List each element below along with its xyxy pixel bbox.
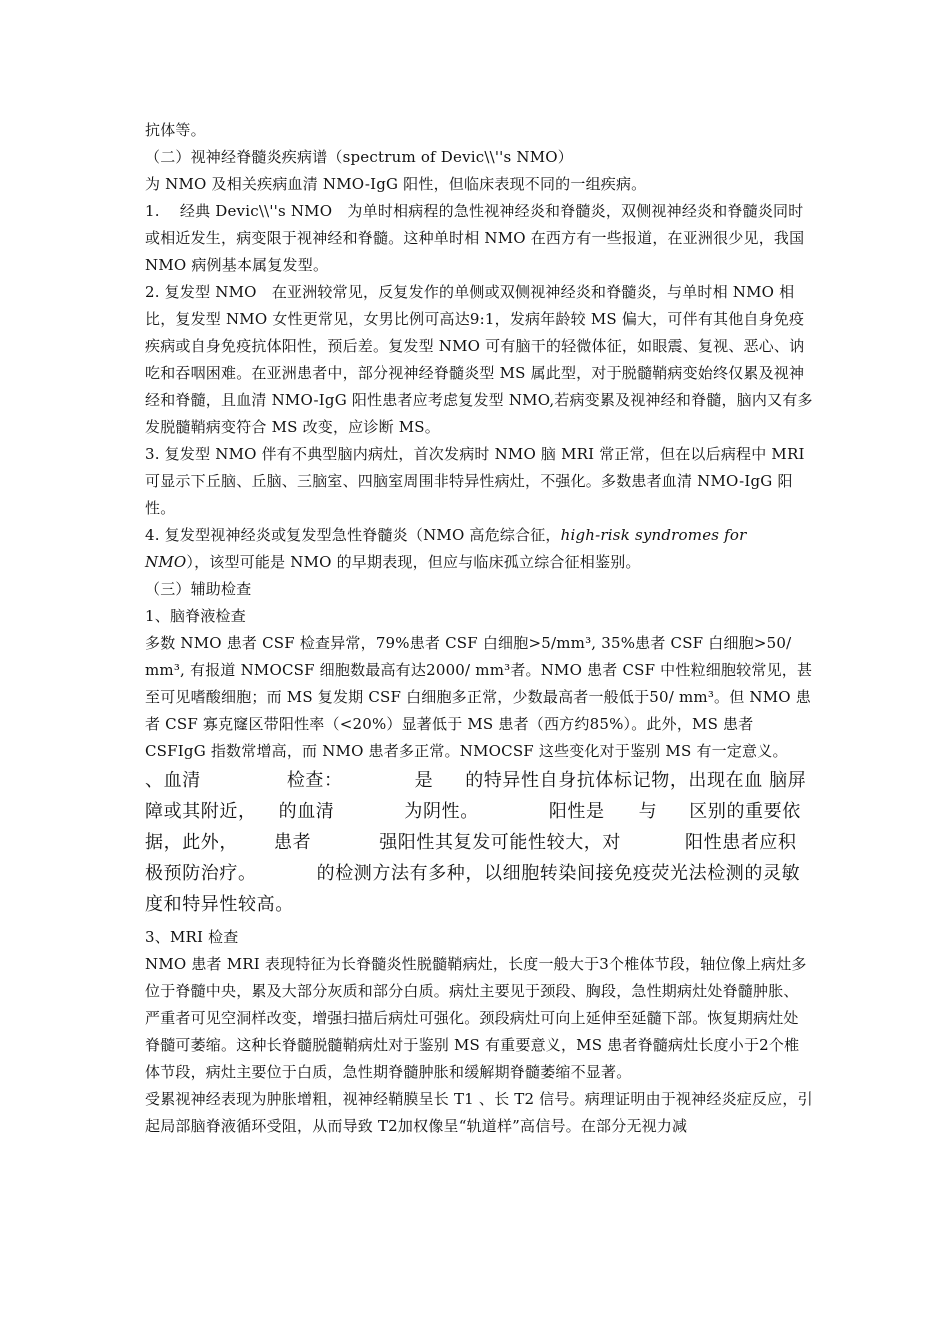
document-body [145,117,813,1140]
text-run: 、血清 [145,770,201,791]
paragraph: 受累视神经表现为肿胀增粗，视神经鞘膜呈长 T1 、长 T2 信号。病理证明由于视神经炎症反应，引起局部脑脊液循环受阻，从而导致 T2加权像呈“轨道样”高信号。在部分无视力减 [145,1090,813,1135]
list-item: 3. 复发型 NMO 伴有不典型脑内病灶，首次发病时 NMO 脑 MRI 常正常，但在以后病程中 MRI 可显示下丘脑、丘脑、三脑室、四脑室周围非特异性病灶，不强化。多数患者血清 NMO-IgG 阳性。 [145,445,805,517]
text-run: 阳性患者应积极预防治疗。 [145,832,797,884]
text-run: 与 [638,801,658,822]
paragraph: 多数 NMO 患者 CSF 检查异常，79%患者 CSF 白细胞>5/mm³, 35%患者 CSF 白细胞>50/ mm³, 有报道 NMOCSF 细胞数最高有达2000/ mm³者。NMO 患者 CSF 中性粒细胞较常见，甚至可见嗜酸细胞；而 MS 复发期 CSF 白细胞多正常，少数最高者一般低于50/ mm³。但 NMO 患者 CSF 寡克窿区带阳性率（<20%）显著低于 MS 患者（西方约85%）。此外，MS 患者 CSFIgG 指数常增高，而 NMO 患者多正常。NMOCSF 这些变化对于鉴别 MS 有一定意义。 [145,634,813,760]
section-heading-auxiliary-exam: （三）辅助检查 [145,580,252,598]
list-item [145,522,813,576]
text-run: 区别的重要依据，此外， [145,801,801,853]
list-item: 2. 复发型 NMO 在亚洲较常见，反复发作的单侧或双侧视神经炎和脊髓炎，与单时相 NMO 相比，复发型 NMO 女性更常见，女男比例可高达9:1，发病年龄较 MS 偏大，可伴有其他自身免疫疾病或自身免疫抗体阳性，预后差。复发型 NMO 可有脑干的轻微体征，如眼震、复视、恶心、讷吃和吞咽困难。在亚洲患者中，部分视神经脊髓炎型 MS 属此型，对于脱髓鞘病变始终仅累及视神经和脊髓，且血清 NMO-IgG 阳性患者应考虑复发型 NMO,若病变累及视神经和脊髓，脑内又有多发脱髓鞘病变符合 MS 改变，应诊断 MS。 [145,283,813,436]
serum-paragraph [145,765,813,920]
paragraph: 为 NMO 及相关疾病血清 NMO-IgG 阳性，但临床表现不同的一组疾病。 [145,175,647,193]
text-run: 阳性是 [548,801,605,822]
text-run: 患者 [274,832,312,853]
text-run: 为阴性。 [404,801,479,822]
text-run: 强阳性其复发可能性较大，对 [379,832,622,853]
paragraph: 抗体等。 [145,121,206,139]
text-run: 的特异性自身抗体标记物，出现在血 脑屏障或其附近， [145,770,807,822]
text-run: 的血清 [278,801,335,822]
subheading-csf: 1、脑脊液检查 [145,607,246,625]
text-run: 检查： [286,770,343,791]
list-item: 1. 经典 Devic\\''s NMO 为单时相病程的急性视神经炎和脊髓炎，双侧视神经炎和脊髓炎同时或相近发生，病变限于视神经和脊髓。这种单时相 NMO 在西方有一些报道，在亚洲很少见，我国 NMO 病例基本属复发型。 [145,202,805,274]
text-run: 4. 复发型视神经炎或复发型急性脊髓炎（NMO 高危综合征， [145,526,561,544]
text-run: 的检测方法有多种，以细胞转染间接免疫荧光法检测的灵敏度和特异性较高。 [145,863,801,915]
text-run: 是 [414,770,434,791]
text-run: ），该型可能是 NMO 的早期表现，但应与临床孤立综合征相鉴别。 [186,553,641,571]
paragraph: NMO 患者 MRI 表现特征为长脊髓炎性脱髓鞘病灶，长度一般大于3个椎体节段，轴位像上病灶多位于脊髓中央，累及大部分灰质和部分白质。病灶主要见于颈段、胸段，急性期病灶处脊髓肿胀、严重者可见空洞样改变，增强扫描后病灶可强化。颈段病灶可向上延伸至延髓下部。恢复期病灶处脊髓可萎缩。这种长脊髓脱髓鞘病灶对于鉴别 MS 有重要意义，MS 患者脊髓病灶长度小于2个椎体节段，病灶主要位于白质，急性期脊髓肿胀和缓解期脊髓萎缩不显著。 [145,955,807,1081]
section-heading-spectrum: （二）视神经脊髓炎疾病谱（spectrum of Devic\\''s NMO） [145,148,573,166]
subheading-mri: 3、MRI 检查 [145,928,239,946]
italic-term: high-risk syndromes for NMO [145,526,747,571]
